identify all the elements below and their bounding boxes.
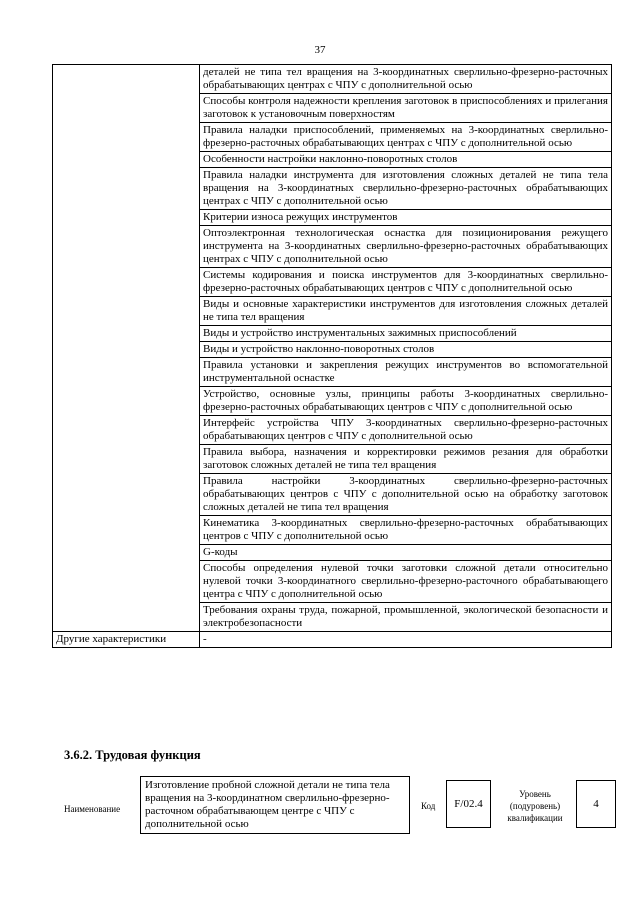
requirement-text: Виды и устройство наклонно-поворотных столов: [200, 342, 612, 358]
level-box: 4: [576, 780, 616, 828]
requirement-text: Правила выбора, назначения и корректировки режимов резания для обработки заготовок сложных деталей не типа тел вращения: [200, 445, 612, 474]
requirement-text: Виды и устройство инструментальных зажимных приспособлений: [200, 326, 612, 342]
requirement-text: Кинематика 3-координатных сверлильно-фрезерно-расточных обрабатывающих центров с ЧПУ с дополнительной осью: [200, 516, 612, 545]
requirement-text: Правила наладки инструмента для изготовления сложных деталей не типа тела вращения на 3-координатных сверлильно-фрезерно-расточных обрабатывающих центрах с ЧПУ с дополнительной осью: [200, 168, 612, 210]
name-label: Наименование: [64, 804, 121, 814]
requirement-text: Правила установки и закрепления режущих инструментов во вспомогательной инструментальной оснастке: [200, 358, 612, 387]
requirement-text: деталей не типа тел вращения на 3-координатных сверлильно-фрезерно-расточных обрабатывающих центрах с ЧПУ с дополнительной осью: [200, 65, 612, 94]
requirement-text: Оптоэлектронная технологическая оснастка для позиционирования режущего инструмента на 3-координатных сверлильно-фрезерно-расточных обрабатывающих центрах с ЧПУ с дополнительной осью: [200, 226, 612, 268]
requirements-table-body: [53, 65, 612, 648]
requirement-text: G-коды: [200, 545, 612, 561]
requirement-text: Устройство, основные узлы, принципы работы 3-координатных сверлильно-фрезерно-расточных обрабатывающих центров с ЧПУ с дополнительной осью: [200, 387, 612, 416]
level-label: Уровень (подуровень) квалификации: [507, 789, 563, 823]
requirements-table: [52, 64, 612, 648]
requirement-text: Интерфейс устройства ЧПУ 3-координатных сверлильно-фрезерно-расточных обрабатывающих центров с ЧПУ с дополнительной осью: [200, 416, 612, 445]
other-characteristics-row: [53, 632, 612, 648]
page-number: 37: [314, 44, 326, 56]
requirement-text: Особенности настройки наклонно-поворотных столов: [200, 152, 612, 168]
requirement-text: Способы контроля надежности крепления заготовок в приспособлениях и прилегания заготовок к установочным поверхностям: [200, 94, 612, 123]
requirement-text: Виды и основные характеристики инструментов для изготовления сложных деталей не типа тел вращения: [200, 297, 612, 326]
code-label: Код: [421, 801, 436, 811]
requirement-row: [53, 65, 612, 94]
requirement-text: Способы определения нулевой точки заготовки сложной детали относительно нулевой точки 3-координатного сверлильно-фрезерно-расточного обрабатывающего центра с ЧПУ с дополнительной осью: [200, 561, 612, 603]
section-title: 3.6.2. Трудовая функция: [64, 748, 201, 762]
code-box: F/02.4: [446, 780, 491, 828]
requirement-text: Системы кодирования и поиска инструментов для 3-координатных сверлильно-фрезерно-расточных обрабатывающих центров с ЧПУ с дополнительной осью: [200, 268, 612, 297]
other-characteristics-label: Другие характеристики: [53, 632, 200, 648]
requirement-text: Критерии износа режущих инструментов: [200, 210, 612, 226]
other-characteristics-value: -: [200, 632, 612, 648]
function-name-box: Изготовление пробной сложной детали не типа тела вращения на 3-координатном сверлильно-фрезерно-расточном обрабатывающем центре с ЧПУ с дополнительной осью: [140, 776, 410, 834]
requirements-merged-cell: [53, 65, 200, 632]
requirement-text: Правила наладки приспособлений, применяемых на 3-координатных сверлильно-фрезерно-расточных обрабатывающих центрах с ЧПУ с дополнительной осью: [200, 123, 612, 152]
requirement-text: Правила настройки 3-координатных сверлильно-фрезерно-расточных обрабатывающих центров с ЧПУ с дополнительной осью на обработку заготовок сложных деталей не типа тел вращения: [200, 474, 612, 516]
requirement-text: Требования охраны труда, пожарной, промышленной, экологической безопасности и электробезопасности: [200, 603, 612, 632]
